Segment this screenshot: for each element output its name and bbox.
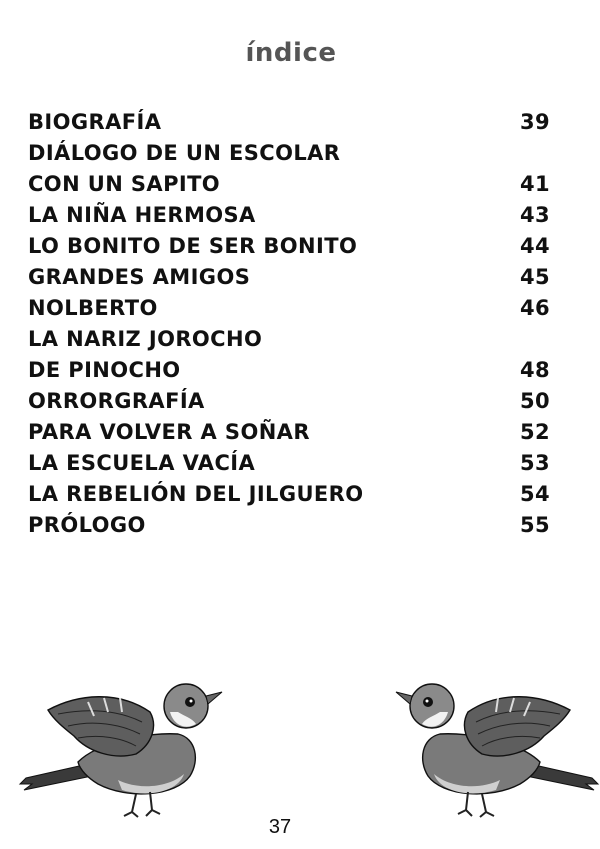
table-of-contents bbox=[28, 107, 550, 541]
toc-entry-page: 53 bbox=[519, 451, 550, 475]
toc-entry-title: DE PINOCHO bbox=[28, 358, 181, 382]
toc-entry bbox=[28, 138, 550, 169]
bird-illustration-right bbox=[390, 672, 600, 822]
toc-entry-page: 41 bbox=[519, 172, 550, 196]
bird-illustration-left bbox=[18, 672, 228, 822]
toc-entry bbox=[28, 231, 550, 262]
toc-entry bbox=[28, 510, 550, 541]
toc-entry bbox=[28, 293, 550, 324]
toc-entry bbox=[28, 169, 550, 200]
toc-entry-title: PARA VOLVER A SOÑAR bbox=[28, 420, 310, 444]
toc-entry-title: CON UN SAPITO bbox=[28, 172, 221, 196]
toc-entry-title: PRÓLOGO bbox=[28, 513, 146, 537]
toc-entry-page: 55 bbox=[519, 513, 550, 537]
toc-entry bbox=[28, 355, 550, 386]
toc-entry-page: 44 bbox=[519, 234, 550, 258]
toc-entry bbox=[28, 386, 550, 417]
toc-entry-title: ORRORGRAFÍA bbox=[28, 389, 205, 413]
toc-entry-title: BIOGRAFÍA bbox=[28, 110, 162, 134]
page-title: índice bbox=[245, 38, 337, 68]
toc-entry-title: LA NIÑA HERMOSA bbox=[28, 203, 256, 227]
bird-icon bbox=[18, 672, 228, 822]
toc-entry-title: GRANDES AMIGOS bbox=[28, 265, 251, 289]
toc-entry bbox=[28, 107, 550, 138]
toc-entry-page: 52 bbox=[519, 420, 550, 444]
toc-entry bbox=[28, 262, 550, 293]
toc-entry-title: NOLBERTO bbox=[28, 296, 158, 320]
toc-entry bbox=[28, 479, 550, 510]
toc-entry-title: LA NARIZ JOROCHO bbox=[28, 327, 263, 351]
toc-entry-page: 46 bbox=[519, 296, 550, 320]
toc-entry-title: LA REBELIÓN DEL JILGUERO bbox=[28, 482, 364, 506]
toc-entry bbox=[28, 448, 550, 479]
toc-entry-page: 45 bbox=[519, 265, 550, 289]
toc-entry-page: 48 bbox=[519, 358, 550, 382]
toc-entry bbox=[28, 417, 550, 448]
page-number: 37 bbox=[268, 816, 292, 838]
toc-entry bbox=[28, 200, 550, 231]
bird-icon bbox=[390, 672, 600, 822]
toc-entry-title: LA ESCUELA VACÍA bbox=[28, 451, 256, 475]
toc-entry-page: 50 bbox=[519, 389, 550, 413]
toc-entry-page: 54 bbox=[519, 482, 550, 506]
toc-entry-title: DIÁLOGO DE UN ESCOLAR bbox=[28, 141, 341, 165]
toc-entry-title: LO BONITO DE SER BONITO bbox=[28, 234, 358, 258]
toc-entry-page: 39 bbox=[519, 110, 550, 134]
toc-entry bbox=[28, 324, 550, 355]
toc-entry-page: 43 bbox=[519, 203, 550, 227]
